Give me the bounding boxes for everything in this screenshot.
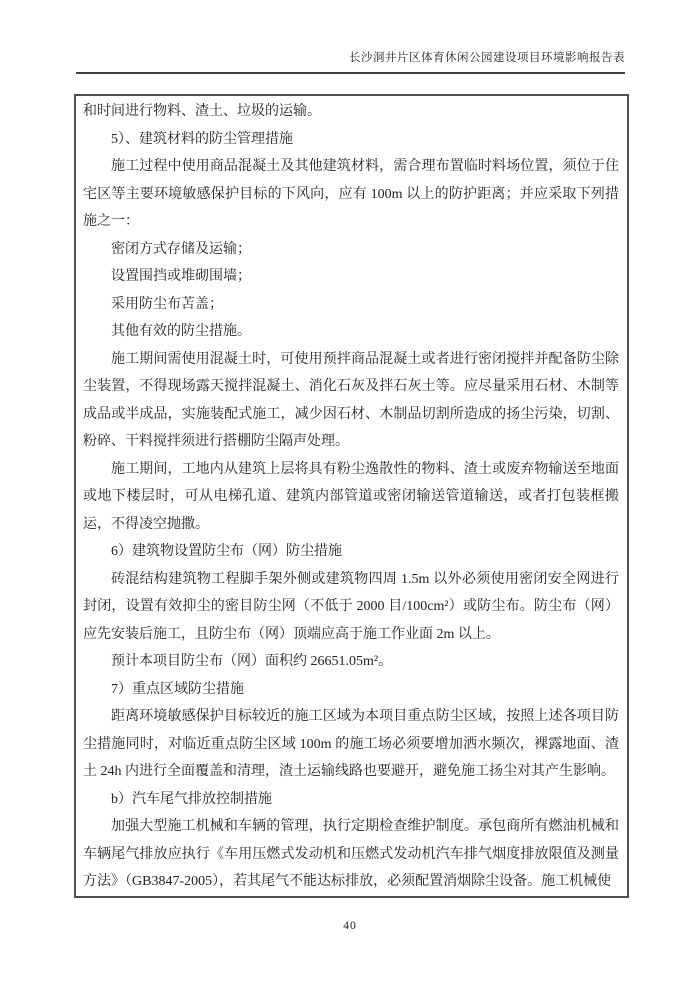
list-item-sealed-storage-transport: 密闭方式存储及运输；: [111, 241, 251, 257]
continuation-paragraph: 和时间进行物料、渣土、垃圾的运输。: [83, 104, 321, 119]
paragraph-concrete-mixing-requirements: 施工期间需使用混凝土时，可使用预拌商品混凝土或者进行密闭搅拌并配备防尘除尘装置，不得现场露天搅拌混凝土、消化石灰及拌石灰土等。应尽量采用石材、木制等成品或半成品，实施装配式施工，减少因石材、木制品切割所造成的扬尘污染，切割、粉碎、干料搅拌须进行搭棚防尘隔声处理。: [83, 351, 619, 449]
heading-vehicle-exhaust-control: b）汽车尾气排放控制措施: [111, 791, 272, 807]
paragraph-key-area-measures: 距离环境敏感保护目标较近的施工区域为本项目重点防尘区域，按照上述各项目防尘措施同时，对临近重点防尘区域 100m 的施工场必须要增加洒水频次，裸露地面、渣土 24h 内进行全面覆盖和清理，渣土运输线路也要避开，避免施工扬尘对其产生影响。: [83, 709, 619, 779]
list-item-dust-cloth-cover: 采用防尘布苫盖；: [111, 296, 223, 312]
list-item-other-measures: 其他有效的防尘措施。: [111, 324, 251, 339]
heading-key-area-dust-control: 7）重点区域防尘措施: [111, 681, 244, 697]
heading-building-material-dust-control: 5）、建筑材料的防尘管理措施: [111, 131, 293, 147]
paragraph-vehicle-exhaust-management: 加强大型施工机械和车辆的管理，执行定期检查维护制度。承包商所有燃油机械和车辆尾气排放应执行《车用压燃式发动机和压燃式发动机汽车排气烟度排放限值及测量方法》（GB3847-2005），若其尾气不能达标排放，必须配置消烟除尘设备。施工机械使: [83, 819, 619, 889]
heading-dust-net-measures: 6）建筑物设置防尘布（网）防尘措施: [111, 544, 342, 559]
running-header: [76, 50, 625, 74]
paragraph-material-conveying: 施工期间，工地内从建筑上层将具有粉尘逸散性的物料、渣土或废弃物输送至地面或地下楼层时，可从电梯孔道、建筑内部管道或密闭输送管道输送，或者打包装框搬运，不得凌空抛撒。: [83, 461, 619, 532]
page-number: 40: [343, 920, 357, 932]
list-item-enclosure-walls: 设置围挡或堆砌围墙；: [111, 269, 251, 284]
paragraph-dust-net-area: 预计本项目防尘布（网）面积约 26651.05m²。: [111, 654, 393, 669]
paragraph-commercial-concrete-layout: 施工过程中使用商品混凝土及其他建筑材料，需合理布置临时料场位置，须位于住宅区等主要环境敏感保护目标的下风向，应有 100m 以上的防护距离；并应采取下列措施之一：: [83, 159, 619, 229]
content-border-box: [74, 94, 629, 898]
paragraph-scaffold-safety-net: 砖混结构建筑物工程脚手架外侧或建筑物四周 1.5m 以外必须使用密闭安全网进行封闭，设置有效抑尘的密目防尘网（不低于 2000 目/100cm²）或防尘布。防尘布（网）应先安装后施工，且防尘布（网）顶端应高于施工作业面 2m 以上。: [83, 571, 619, 642]
report-title: 长沙洞井片区体育休闲公园建设项目环境影响报告表: [349, 52, 625, 64]
